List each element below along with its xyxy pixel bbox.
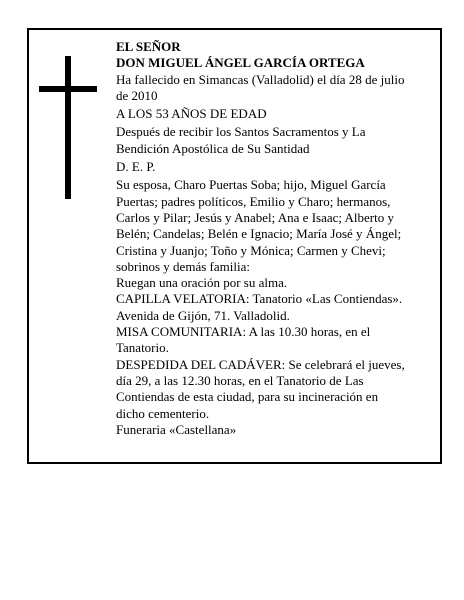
farewell-line-2: día 29, a las 12.30 horas, en el Tanatorio de Las — [116, 372, 364, 388]
mass-line-1: MISA COMUNITARIA: A las 10.30 horas, en el — [116, 324, 371, 340]
obituary-notice — [27, 28, 442, 464]
prayer-line: Ruegan una oración por su alma. — [116, 275, 288, 291]
family-line-4: Belén; Candelas; Belén e Ignacio; María José y Ángel; — [116, 226, 402, 242]
farewell-line-3: Contiendas de esta ciudad, para su incineración en — [116, 389, 379, 405]
family-line-1: Su esposa, Charo Puertas Soba; hijo, Miguel García — [116, 177, 386, 193]
farewell-line-4: dicho cementerio. — [116, 405, 210, 421]
family-line-3: Carlos y Pilar; Jesús y Anabel; Ana e Isaac; Alberto y — [116, 209, 395, 225]
cross-horizontal-bar — [39, 86, 97, 92]
cross-vertical-bar — [65, 56, 71, 199]
rip-line: D. E. P. — [116, 159, 156, 175]
heading-title: EL SEÑOR — [116, 39, 181, 54]
death-info-line-1: Ha fallecido en Simancas (Valladolid) el día 28 de julio — [116, 71, 405, 87]
age-line: A LOS 53 AÑOS DE EDAD — [116, 106, 267, 122]
funeral-home-line: Funeraria «Castellana» — [116, 421, 237, 437]
family-line-2: Puertas; padres políticos, Emilio y Charo; hermanos, — [116, 193, 391, 209]
chapel-line-1: CAPILLA VELATORIA: Tanatorio «Las Contiendas». — [116, 291, 403, 307]
deceased-name: DON MIGUEL ÁNGEL GARCÍA ORTEGA — [116, 55, 365, 71]
family-line-6: sobrinos y demás familia: — [116, 258, 250, 274]
mass-line-2: Tanatorio. — [116, 340, 169, 356]
notice-text — [116, 39, 429, 438]
chapel-line-2: Avenida de Gijón, 71. Valladolid. — [116, 307, 290, 323]
farewell-line-1: DESPEDIDA DEL CADÁVER: Se celebrará el jueves, — [116, 356, 405, 372]
cross-icon — [39, 56, 97, 199]
death-info-line-2: de 2010 — [116, 87, 158, 103]
family-line-5: Cristina y Juanjo; Toño y Mónica; Carmen y Chevi; — [116, 242, 386, 258]
sacraments-line-1: Después de recibir los Santos Sacramentos y La — [116, 124, 366, 140]
sacraments-line-2: Bendición Apostólica de Su Santidad — [116, 140, 310, 156]
